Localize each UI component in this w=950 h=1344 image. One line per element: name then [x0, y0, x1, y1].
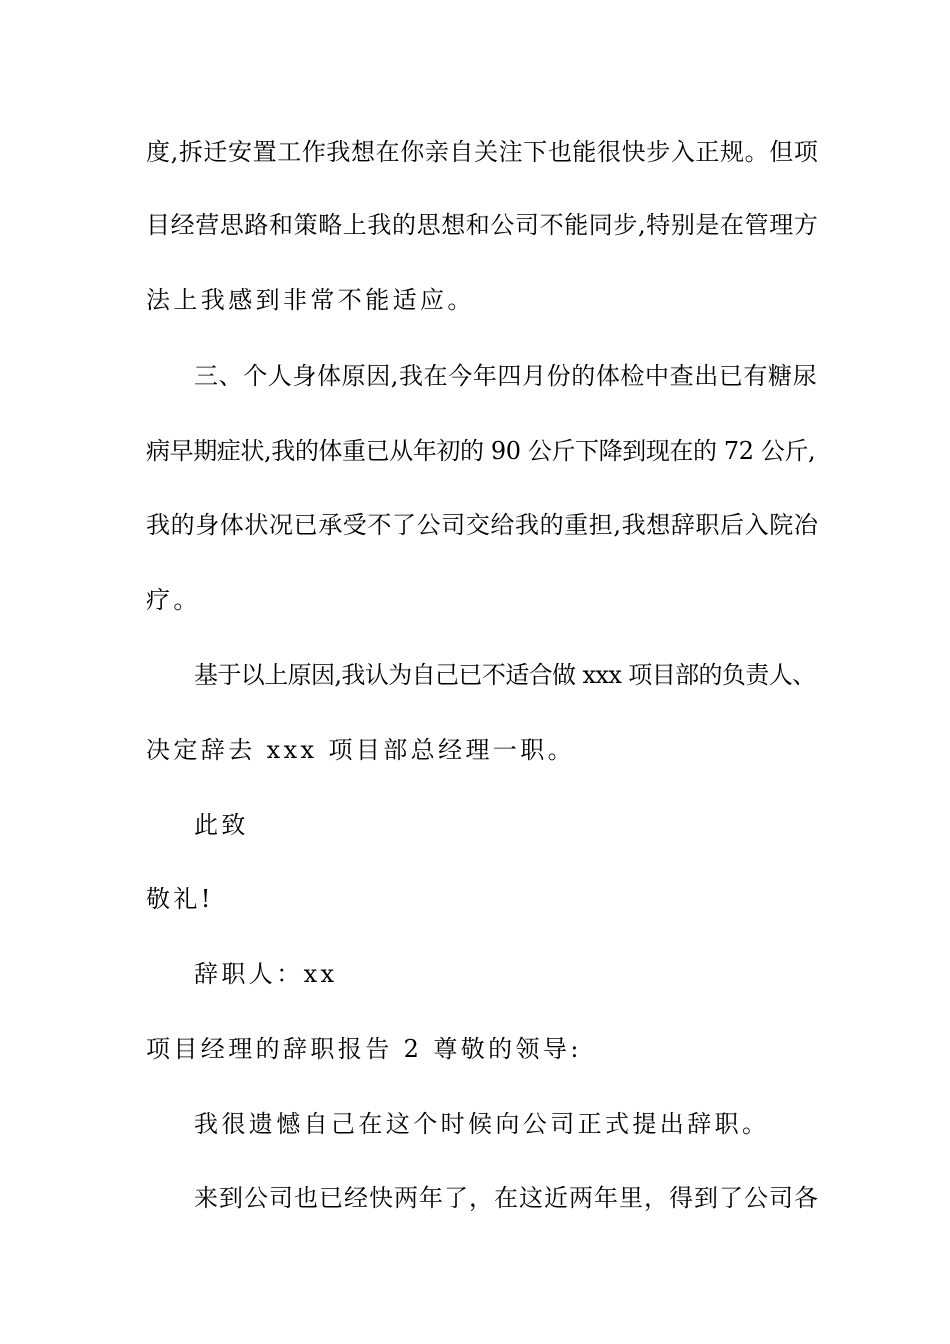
paragraph-line: 疗。 — [146, 586, 201, 614]
paragraph-line: 目经营思路和策略上我的思想和公司不能同步,特别是在管理方 — [146, 211, 819, 239]
paragraph-line: 来到公司也已经快两年了，在这近两年里，得到了公司各 — [194, 1184, 819, 1212]
section-heading: 项目经理的辞职报告 2 尊敬的领导: — [146, 1035, 582, 1063]
paragraph-line: 度,拆迁安置工作我想在你亲自关注下也能很快步入正规。但项 — [146, 138, 819, 166]
closing-regards: 敬礼! — [146, 885, 214, 913]
paragraph-line: 基于以上原因,我认为自己已不适合做 xxx 项目部的负责人、 — [194, 661, 816, 689]
paragraph-line: 三、个人身体原因,我在今年四月份的体检中查出已有糖尿 — [194, 362, 818, 390]
paragraph-line: 病早期症状,我的体重已从年初的 90 公斤下降到现在的 72 公斤, — [146, 437, 816, 465]
closing-salutation: 此致 — [194, 811, 249, 839]
paragraph-line: 法上我感到非常不能适应。 — [146, 286, 475, 314]
paragraph-line: 我的身体状况已承受不了公司交给我的重担,我想辞职后入院冶 — [146, 511, 819, 539]
signature-line: 辞职人：xx — [194, 960, 338, 988]
paragraph-line: 决定辞去 xxx 项目部总经理一职。 — [146, 736, 576, 764]
paragraph-line: 我很遗憾自己在这个时候向公司正式提出辞职。 — [194, 1110, 770, 1138]
